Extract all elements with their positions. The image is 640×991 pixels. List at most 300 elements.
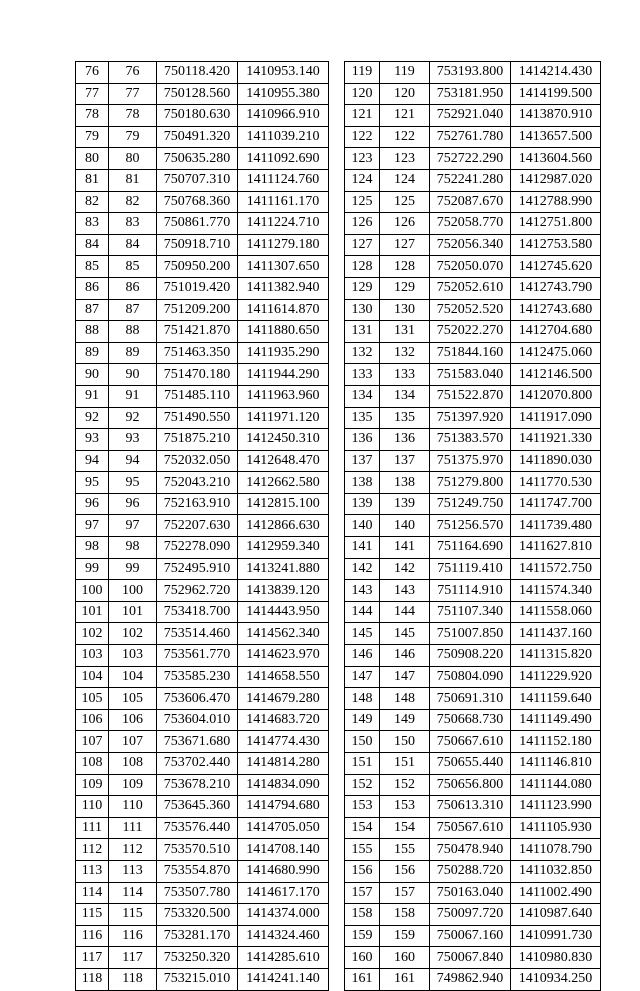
point-number-cell: 93 <box>109 429 157 451</box>
row-index-cell: 105 <box>76 688 109 710</box>
y-coordinate-cell: 1411032.850 <box>511 860 601 882</box>
table-row <box>76 839 329 861</box>
y-coordinate-cell: 1414285.610 <box>238 947 329 969</box>
y-coordinate-cell: 1413657.500 <box>511 126 601 148</box>
table-row <box>76 105 329 127</box>
point-number-cell: 113 <box>109 860 157 882</box>
row-index-cell: 150 <box>345 731 380 753</box>
point-number-cell: 76 <box>109 62 157 84</box>
y-coordinate-cell: 1411574.340 <box>511 580 601 602</box>
row-index-cell: 91 <box>76 385 109 407</box>
x-coordinate-cell: 750918.710 <box>157 234 238 256</box>
x-coordinate-cell: 752032.050 <box>157 450 238 472</box>
point-number-cell: 126 <box>380 213 430 235</box>
table-row <box>76 429 329 451</box>
row-index-cell: 93 <box>76 429 109 451</box>
point-number-cell: 151 <box>380 753 430 775</box>
x-coordinate-cell: 750668.730 <box>430 709 511 731</box>
table-row <box>345 645 601 667</box>
row-index-cell: 120 <box>345 83 380 105</box>
point-number-cell: 101 <box>109 601 157 623</box>
table-row <box>345 796 601 818</box>
table-row <box>76 753 329 775</box>
table-row <box>345 774 601 796</box>
point-number-cell: 88 <box>109 321 157 343</box>
y-coordinate-cell: 1411123.990 <box>511 796 601 818</box>
x-coordinate-cell: 753281.170 <box>157 925 238 947</box>
point-number-cell: 91 <box>109 385 157 407</box>
x-coordinate-cell: 753418.700 <box>157 601 238 623</box>
table-row <box>345 515 601 537</box>
row-index-cell: 79 <box>76 126 109 148</box>
y-coordinate-cell: 1412866.630 <box>238 515 329 537</box>
table-row <box>345 472 601 494</box>
table-row <box>345 105 601 127</box>
y-coordinate-cell: 1414324.460 <box>238 925 329 947</box>
y-coordinate-cell: 1414794.680 <box>238 796 329 818</box>
row-index-cell: 108 <box>76 753 109 775</box>
point-number-cell: 129 <box>380 277 430 299</box>
table-row <box>345 83 601 105</box>
row-index-cell: 127 <box>345 234 380 256</box>
x-coordinate-cell: 750613.310 <box>430 796 511 818</box>
y-coordinate-cell: 1411315.820 <box>511 645 601 667</box>
x-coordinate-cell: 751875.210 <box>157 429 238 451</box>
x-coordinate-cell: 750567.610 <box>430 817 511 839</box>
y-coordinate-cell: 1411152.180 <box>511 731 601 753</box>
y-coordinate-cell: 1412753.580 <box>511 234 601 256</box>
x-coordinate-cell: 753507.780 <box>157 882 238 904</box>
x-coordinate-cell: 753215.010 <box>157 968 238 990</box>
table-row <box>345 126 601 148</box>
table-row <box>76 342 329 364</box>
point-number-cell: 118 <box>109 968 157 990</box>
x-coordinate-cell: 752022.270 <box>430 321 511 343</box>
y-coordinate-cell: 1413241.880 <box>238 558 329 580</box>
y-coordinate-cell: 1414683.720 <box>238 709 329 731</box>
row-index-cell: 113 <box>76 860 109 882</box>
table-row <box>76 407 329 429</box>
point-number-cell: 116 <box>109 925 157 947</box>
x-coordinate-cell: 753570.510 <box>157 839 238 861</box>
coordinates-table-right <box>344 61 601 991</box>
x-coordinate-cell: 751119.410 <box>430 558 511 580</box>
y-coordinate-cell: 1412704.680 <box>511 321 601 343</box>
y-coordinate-cell: 1410987.640 <box>511 904 601 926</box>
y-coordinate-cell: 1414679.280 <box>238 688 329 710</box>
table-row <box>345 342 601 364</box>
row-index-cell: 137 <box>345 450 380 472</box>
y-coordinate-cell: 1414374.000 <box>238 904 329 926</box>
point-number-cell: 147 <box>380 666 430 688</box>
table-row <box>76 666 329 688</box>
x-coordinate-cell: 751164.690 <box>430 537 511 559</box>
point-number-cell: 100 <box>109 580 157 602</box>
row-index-cell: 123 <box>345 148 380 170</box>
y-coordinate-cell: 1411921.330 <box>511 429 601 451</box>
point-number-cell: 117 <box>109 947 157 969</box>
row-index-cell: 140 <box>345 515 380 537</box>
point-number-cell: 136 <box>380 429 430 451</box>
x-coordinate-cell: 751490.550 <box>157 407 238 429</box>
row-index-cell: 92 <box>76 407 109 429</box>
x-coordinate-cell: 751397.920 <box>430 407 511 429</box>
table-row <box>76 191 329 213</box>
point-number-cell: 142 <box>380 558 430 580</box>
point-number-cell: 137 <box>380 450 430 472</box>
y-coordinate-cell: 1411307.650 <box>238 256 329 278</box>
y-coordinate-cell: 1414199.500 <box>511 83 601 105</box>
table-row <box>345 968 601 990</box>
table-row <box>76 968 329 990</box>
row-index-cell: 99 <box>76 558 109 580</box>
table-row <box>345 839 601 861</box>
x-coordinate-cell: 750288.720 <box>430 860 511 882</box>
x-coordinate-cell: 753554.870 <box>157 860 238 882</box>
x-coordinate-cell: 750655.440 <box>430 753 511 775</box>
x-coordinate-cell: 751421.870 <box>157 321 238 343</box>
row-index-cell: 81 <box>76 169 109 191</box>
x-coordinate-cell: 752241.280 <box>430 169 511 191</box>
y-coordinate-cell: 1412450.310 <box>238 429 329 451</box>
y-coordinate-cell: 1414834.090 <box>238 774 329 796</box>
x-coordinate-cell: 751007.850 <box>430 623 511 645</box>
point-number-cell: 140 <box>380 515 430 537</box>
y-coordinate-cell: 1411229.920 <box>511 666 601 688</box>
table-row <box>76 169 329 191</box>
row-index-cell: 145 <box>345 623 380 645</box>
row-index-cell: 143 <box>345 580 380 602</box>
y-coordinate-cell: 1411437.160 <box>511 623 601 645</box>
table-row <box>76 645 329 667</box>
y-coordinate-cell: 1411614.870 <box>238 299 329 321</box>
table-row <box>76 709 329 731</box>
row-index-cell: 107 <box>76 731 109 753</box>
table-row <box>76 580 329 602</box>
row-index-cell: 141 <box>345 537 380 559</box>
row-index-cell: 84 <box>76 234 109 256</box>
row-index-cell: 138 <box>345 472 380 494</box>
x-coordinate-cell: 750804.090 <box>430 666 511 688</box>
point-number-cell: 141 <box>380 537 430 559</box>
y-coordinate-cell: 1411880.650 <box>238 321 329 343</box>
x-coordinate-cell: 752058.770 <box>430 213 511 235</box>
table-row <box>345 925 601 947</box>
table-row <box>345 688 601 710</box>
x-coordinate-cell: 750635.280 <box>157 148 238 170</box>
y-coordinate-cell: 1414774.430 <box>238 731 329 753</box>
table-row <box>76 256 329 278</box>
row-index-cell: 100 <box>76 580 109 602</box>
row-index-cell: 139 <box>345 493 380 515</box>
table-row <box>345 213 601 235</box>
x-coordinate-cell: 752050.070 <box>430 256 511 278</box>
y-coordinate-cell: 1411078.790 <box>511 839 601 861</box>
table-row <box>76 364 329 386</box>
row-index-cell: 158 <box>345 904 380 926</box>
point-number-cell: 130 <box>380 299 430 321</box>
table-row <box>345 709 601 731</box>
y-coordinate-cell: 1411572.750 <box>511 558 601 580</box>
y-coordinate-cell: 1411002.490 <box>511 882 601 904</box>
table-row <box>76 385 329 407</box>
row-index-cell: 86 <box>76 277 109 299</box>
point-number-cell: 110 <box>109 796 157 818</box>
point-number-cell: 133 <box>380 364 430 386</box>
table-row <box>76 731 329 753</box>
x-coordinate-cell: 753645.360 <box>157 796 238 818</box>
x-coordinate-cell: 753606.470 <box>157 688 238 710</box>
point-number-cell: 89 <box>109 342 157 364</box>
row-index-cell: 121 <box>345 105 380 127</box>
y-coordinate-cell: 1411627.810 <box>511 537 601 559</box>
x-coordinate-cell: 753320.500 <box>157 904 238 926</box>
x-coordinate-cell: 751249.750 <box>430 493 511 515</box>
point-number-cell: 152 <box>380 774 430 796</box>
row-index-cell: 148 <box>345 688 380 710</box>
x-coordinate-cell: 750478.940 <box>430 839 511 861</box>
table-row <box>76 882 329 904</box>
y-coordinate-cell: 1411944.290 <box>238 364 329 386</box>
x-coordinate-cell: 750067.840 <box>430 947 511 969</box>
x-coordinate-cell: 751209.200 <box>157 299 238 321</box>
table-row <box>76 493 329 515</box>
point-number-cell: 156 <box>380 860 430 882</box>
x-coordinate-cell: 753181.950 <box>430 83 511 105</box>
point-number-cell: 92 <box>109 407 157 429</box>
table-row <box>345 450 601 472</box>
x-coordinate-cell: 753250.320 <box>157 947 238 969</box>
row-index-cell: 147 <box>345 666 380 688</box>
y-coordinate-cell: 1414680.990 <box>238 860 329 882</box>
y-coordinate-cell: 1412662.580 <box>238 472 329 494</box>
y-coordinate-cell: 1414214.430 <box>511 62 601 84</box>
x-coordinate-cell: 750067.160 <box>430 925 511 947</box>
row-index-cell: 94 <box>76 450 109 472</box>
table-row <box>76 299 329 321</box>
point-number-cell: 83 <box>109 213 157 235</box>
y-coordinate-cell: 1412788.990 <box>511 191 601 213</box>
table-row <box>345 817 601 839</box>
row-index-cell: 151 <box>345 753 380 775</box>
y-coordinate-cell: 1411739.480 <box>511 515 601 537</box>
row-index-cell: 78 <box>76 105 109 127</box>
point-number-cell: 106 <box>109 709 157 731</box>
point-number-cell: 90 <box>109 364 157 386</box>
x-coordinate-cell: 751256.570 <box>430 515 511 537</box>
point-number-cell: 120 <box>380 83 430 105</box>
table-row <box>345 148 601 170</box>
row-index-cell: 106 <box>76 709 109 731</box>
point-number-cell: 97 <box>109 515 157 537</box>
table-row <box>345 407 601 429</box>
point-number-cell: 95 <box>109 472 157 494</box>
table-row <box>76 450 329 472</box>
y-coordinate-cell: 1411279.180 <box>238 234 329 256</box>
point-number-cell: 138 <box>380 472 430 494</box>
point-number-cell: 149 <box>380 709 430 731</box>
row-index-cell: 125 <box>345 191 380 213</box>
x-coordinate-cell: 750097.720 <box>430 904 511 926</box>
point-number-cell: 103 <box>109 645 157 667</box>
point-number-cell: 123 <box>380 148 430 170</box>
row-index-cell: 109 <box>76 774 109 796</box>
point-number-cell: 134 <box>380 385 430 407</box>
table-row <box>76 796 329 818</box>
table-row <box>76 62 329 84</box>
point-number-cell: 99 <box>109 558 157 580</box>
table-row <box>76 537 329 559</box>
point-number-cell: 80 <box>109 148 157 170</box>
row-index-cell: 161 <box>345 968 380 990</box>
row-index-cell: 124 <box>345 169 380 191</box>
x-coordinate-cell: 752921.040 <box>430 105 511 127</box>
x-coordinate-cell: 752761.780 <box>430 126 511 148</box>
x-coordinate-cell: 752056.340 <box>430 234 511 256</box>
row-index-cell: 101 <box>76 601 109 623</box>
point-number-cell: 81 <box>109 169 157 191</box>
row-index-cell: 132 <box>345 342 380 364</box>
point-number-cell: 127 <box>380 234 430 256</box>
table-row <box>345 62 601 84</box>
point-number-cell: 119 <box>380 62 430 84</box>
row-index-cell: 136 <box>345 429 380 451</box>
table-row <box>76 688 329 710</box>
row-index-cell: 149 <box>345 709 380 731</box>
table-row <box>76 925 329 947</box>
row-index-cell: 85 <box>76 256 109 278</box>
y-coordinate-cell: 1411092.690 <box>238 148 329 170</box>
row-index-cell: 110 <box>76 796 109 818</box>
x-coordinate-cell: 751522.870 <box>430 385 511 407</box>
x-coordinate-cell: 753604.010 <box>157 709 238 731</box>
point-number-cell: 145 <box>380 623 430 645</box>
y-coordinate-cell: 1410980.830 <box>511 947 601 969</box>
row-index-cell: 135 <box>345 407 380 429</box>
table-row <box>345 429 601 451</box>
x-coordinate-cell: 750667.610 <box>430 731 511 753</box>
row-index-cell: 97 <box>76 515 109 537</box>
point-number-cell: 146 <box>380 645 430 667</box>
row-index-cell: 159 <box>345 925 380 947</box>
x-coordinate-cell: 750950.200 <box>157 256 238 278</box>
row-index-cell: 154 <box>345 817 380 839</box>
table-row <box>345 558 601 580</box>
y-coordinate-cell: 1411971.120 <box>238 407 329 429</box>
x-coordinate-cell: 750908.220 <box>430 645 511 667</box>
x-coordinate-cell: 753702.440 <box>157 753 238 775</box>
x-coordinate-cell: 749862.940 <box>430 968 511 990</box>
row-index-cell: 122 <box>345 126 380 148</box>
point-number-cell: 158 <box>380 904 430 926</box>
x-coordinate-cell: 751485.110 <box>157 385 238 407</box>
y-coordinate-cell: 1412815.100 <box>238 493 329 515</box>
x-coordinate-cell: 750691.310 <box>430 688 511 710</box>
row-index-cell: 144 <box>345 601 380 623</box>
x-coordinate-cell: 751844.160 <box>430 342 511 364</box>
y-coordinate-cell: 1411124.760 <box>238 169 329 191</box>
point-number-cell: 111 <box>109 817 157 839</box>
y-coordinate-cell: 1412743.790 <box>511 277 601 299</box>
table-row <box>76 774 329 796</box>
point-number-cell: 154 <box>380 817 430 839</box>
y-coordinate-cell: 1411963.960 <box>238 385 329 407</box>
x-coordinate-cell: 752722.290 <box>430 148 511 170</box>
x-coordinate-cell: 751470.180 <box>157 364 238 386</box>
x-coordinate-cell: 752495.910 <box>157 558 238 580</box>
y-coordinate-cell: 1414241.140 <box>238 968 329 990</box>
table-row <box>345 493 601 515</box>
table-row <box>76 213 329 235</box>
table-row <box>76 601 329 623</box>
row-index-cell: 119 <box>345 62 380 84</box>
table-row <box>345 947 601 969</box>
point-number-cell: 157 <box>380 882 430 904</box>
row-index-cell: 117 <box>76 947 109 969</box>
row-index-cell: 152 <box>345 774 380 796</box>
row-index-cell: 156 <box>345 860 380 882</box>
y-coordinate-cell: 1413870.910 <box>511 105 601 127</box>
row-index-cell: 89 <box>76 342 109 364</box>
x-coordinate-cell: 753514.460 <box>157 623 238 645</box>
row-index-cell: 103 <box>76 645 109 667</box>
x-coordinate-cell: 752207.630 <box>157 515 238 537</box>
row-index-cell: 90 <box>76 364 109 386</box>
table-row <box>76 860 329 882</box>
x-coordinate-cell: 752278.090 <box>157 537 238 559</box>
row-index-cell: 142 <box>345 558 380 580</box>
table-row <box>76 234 329 256</box>
point-number-cell: 104 <box>109 666 157 688</box>
y-coordinate-cell: 1414623.970 <box>238 645 329 667</box>
table-row <box>345 537 601 559</box>
point-number-cell: 155 <box>380 839 430 861</box>
point-number-cell: 84 <box>109 234 157 256</box>
point-number-cell: 114 <box>109 882 157 904</box>
table-row <box>76 148 329 170</box>
x-coordinate-cell: 750861.770 <box>157 213 238 235</box>
point-number-cell: 96 <box>109 493 157 515</box>
y-coordinate-cell: 1412745.620 <box>511 256 601 278</box>
y-coordinate-cell: 1414658.550 <box>238 666 329 688</box>
point-number-cell: 143 <box>380 580 430 602</box>
point-number-cell: 112 <box>109 839 157 861</box>
y-coordinate-cell: 1411144.080 <box>511 774 601 796</box>
y-coordinate-cell: 1412743.680 <box>511 299 601 321</box>
x-coordinate-cell: 753561.770 <box>157 645 238 667</box>
x-coordinate-cell: 750707.310 <box>157 169 238 191</box>
row-index-cell: 146 <box>345 645 380 667</box>
x-coordinate-cell: 751583.040 <box>430 364 511 386</box>
point-number-cell: 109 <box>109 774 157 796</box>
point-number-cell: 78 <box>109 105 157 127</box>
row-index-cell: 134 <box>345 385 380 407</box>
point-number-cell: 148 <box>380 688 430 710</box>
row-index-cell: 128 <box>345 256 380 278</box>
right-table-body <box>345 62 601 991</box>
point-number-cell: 86 <box>109 277 157 299</box>
point-number-cell: 87 <box>109 299 157 321</box>
table-row <box>345 601 601 623</box>
y-coordinate-cell: 1412648.470 <box>238 450 329 472</box>
row-index-cell: 80 <box>76 148 109 170</box>
y-coordinate-cell: 1411382.940 <box>238 277 329 299</box>
row-index-cell: 115 <box>76 904 109 926</box>
y-coordinate-cell: 1414708.140 <box>238 839 329 861</box>
table-row <box>345 580 601 602</box>
y-coordinate-cell: 1411146.810 <box>511 753 601 775</box>
point-number-cell: 160 <box>380 947 430 969</box>
